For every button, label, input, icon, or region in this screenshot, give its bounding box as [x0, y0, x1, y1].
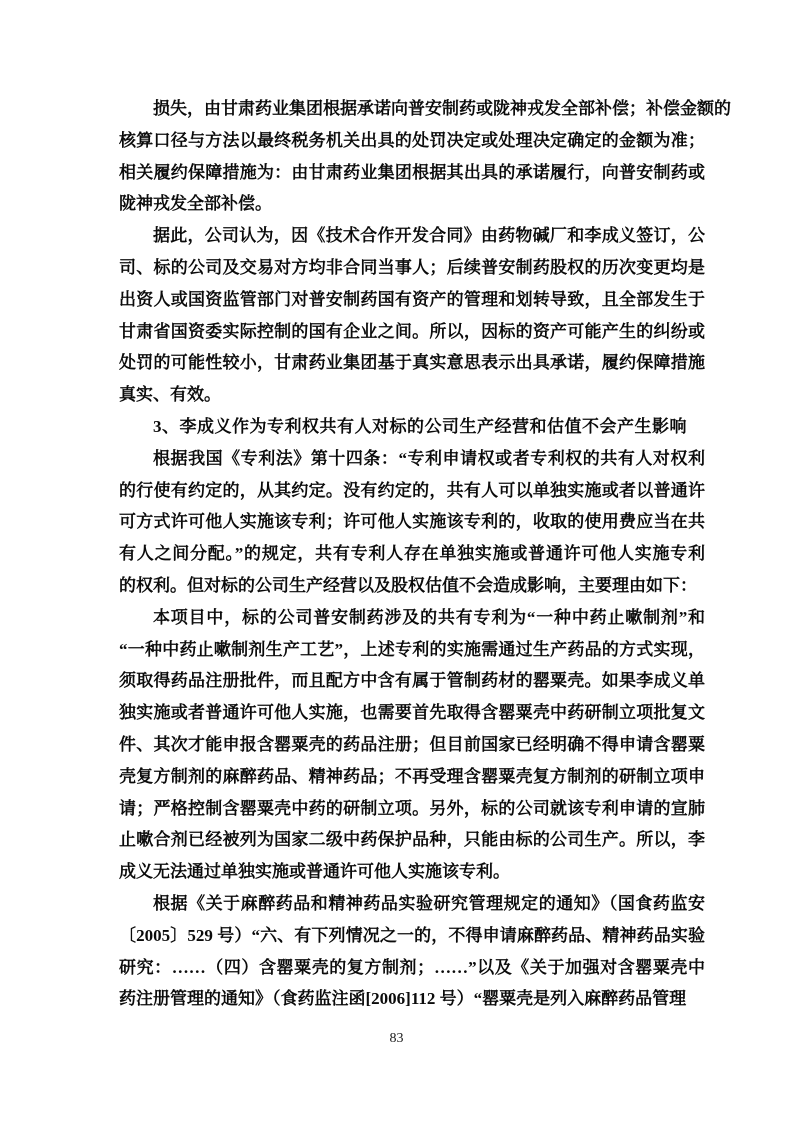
text-line: 须取得药品注册批件，而且配方中含有属于管制药材的罂粟壳。如果李成义单 [119, 671, 705, 691]
text-line: 成义无法通过单独实施或普通许可他人实施该专利。 [119, 862, 510, 882]
text-line: 损失，由甘肃药业集团根据承诺向普安制药或陇神戎发全部补偿；补偿金额的 [153, 99, 731, 118]
paragraph [119, 220, 705, 411]
text-line: 有人之间分配。”的规定，共有专利人存在单独实施或普通许可他人实施专利 [119, 544, 705, 564]
text-line: 司、标的公司及交易对方均非合同当事人；后续普安制药股权的历次变更均是 [119, 257, 705, 277]
text-line: 根据《关于麻醉药品和精神药品实验研究管理规定的通知》（国食药监安 [153, 893, 705, 913]
text-line: 独实施或者普通许可他人实施，也需要首先取得含罂粟壳中药研制立项批复文 [119, 703, 705, 723]
text-line: “一种中药止嗽制剂生产工艺”，上述专利的实施需通过生产药品的方式实现， [119, 639, 705, 659]
text-line: 壳复方制剂的麻醉药品、精神药品；不再受理含罂粟壳复方制剂的研制立项申 [119, 766, 705, 786]
text-line: 止嗽合剂已经被列为国家二级中药保护品种，只能由标的公司生产。所以，李 [119, 830, 705, 850]
text-line: 陇神戎发全部补偿。 [119, 194, 272, 214]
text-line: 本项目中，标的公司普安制药涉及的共有专利为“一种中药止嗽制剂”和 [153, 607, 705, 627]
text-line: 处罚的可能性较小，甘肃药业集团基于真实意思表示出具承诺，履约保障措施 [119, 353, 705, 373]
text-line: 研究：……（四）含罂粟壳的复方制剂；……”以及《关于加强对含罂粟壳中 [119, 957, 705, 977]
text-line: 根据我国《专利法》第十四条：“专利申请权或者专利权的共有人对权利 [153, 448, 705, 468]
text-line: 相关履约保障措施为：由甘肃药业集团根据其出具的承诺履行，向普安制药或 [119, 162, 705, 182]
text-line: 药注册管理的通知》（食药监注函[2006]112 号）“罂粟壳是列入麻醉药品管理 [119, 989, 687, 1009]
text-line: 的行使有约定的，从其约定。没有约定的，共有人可以单独实施或者以普通许 [119, 480, 705, 500]
text-line: 〔2005〕529 号）“六、有下列情况之一的，不得申请麻醉药品、精神药品实验 [119, 925, 705, 945]
paragraph [119, 602, 705, 888]
text-line: 的权利。但对标的公司生产经营以及股权估值不会造成影响，主要理由如下： [119, 575, 697, 595]
text-line: 件、其次才能申报含罂粟壳的药品注册；但目前国家已经明确不得申请含罂粟 [119, 734, 705, 754]
text-line: 出资人或国资监管部门对普安制药国有资产的管理和划转导致，且全部发生于 [119, 289, 705, 309]
text-line: 甘肃省国资委实际控制的国有企业之间。所以，因标的资产可能产生的纠纷或 [119, 321, 705, 341]
text-line: 请；严格控制含罂粟壳中药的研制立项。另外，标的公司就该专利申请的宣肺 [119, 798, 705, 818]
paragraph [119, 443, 705, 602]
paragraph [119, 888, 705, 1015]
text-line: 核算口径与方法以最终税务机关出具的处罚决定或处理决定确定的金额为准； [119, 130, 705, 150]
section-heading [119, 411, 705, 443]
text-line: 据此，公司认为，因《技术合作开发合同》由药物碱厂和李成义签订，公 [153, 226, 705, 246]
text-line: 真实、有效。 [119, 385, 221, 405]
page-body-text [119, 93, 731, 1015]
text-line: 可方式许可他人实施该专利；许可他人实施该专利的，收取的使用费应当在共 [119, 512, 705, 532]
page-number: 83 [389, 1031, 404, 1046]
text-line: 3、李成义作为专利权共有人对标的公司生产经营和估值不会产生影响 [153, 416, 687, 436]
paragraph [119, 93, 731, 220]
